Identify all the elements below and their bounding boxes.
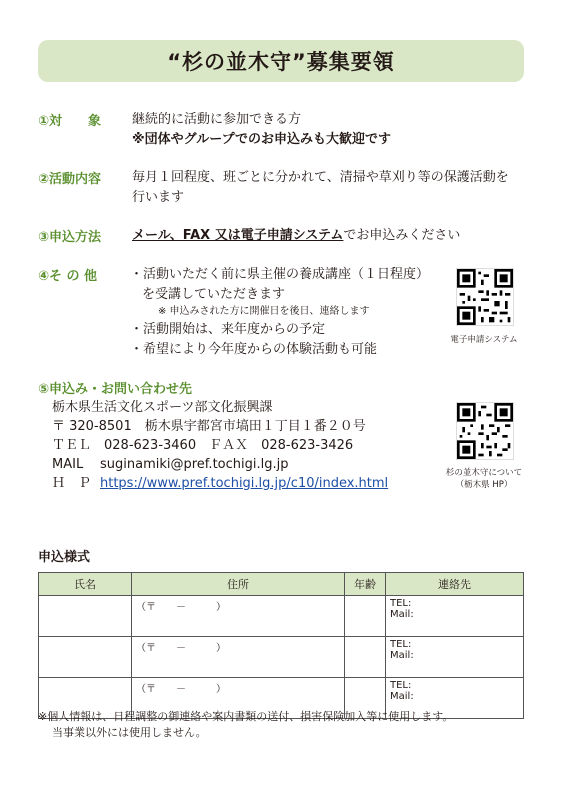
tel-field: TEL: [390, 639, 412, 650]
contact-hp-label: Ｈ Ｐ [52, 476, 92, 491]
age-cell[interactable] [345, 596, 386, 637]
qr-code-graphic [457, 403, 513, 459]
name-cell[interactable] [39, 596, 132, 637]
tel-field: TEL: [390, 680, 412, 691]
contact-cell[interactable] [386, 637, 524, 678]
qr-code-graphic [457, 269, 513, 325]
target-label: ①対 象 [38, 114, 102, 129]
contact-dept: 栃木県生活文化スポーツ部文化振興課 [52, 400, 273, 415]
form-heading: 申込様式 [38, 550, 91, 565]
postal-code-field: （〒 － ） [136, 684, 226, 695]
method-rest: でお申込みください [343, 228, 461, 243]
page-title: “杉の並木守”募集要領 [167, 50, 395, 74]
qr-caption-hp [440, 467, 528, 491]
form-row [39, 637, 524, 678]
address-cell[interactable] [132, 637, 345, 678]
contact-mail-label: MAIL [52, 457, 84, 472]
other-bullet1-note: ※ 申込みされた方に開催日を後日、連絡します [158, 306, 370, 317]
col-header-contact: 連絡先 [386, 573, 524, 596]
activity-line1: 毎月１回程度、班ごとに分かれて、清掃や草刈り等の保護活動を [132, 170, 509, 185]
postal-code-field: （〒 － ） [136, 643, 226, 654]
other-bullet3: ・希望により今年度からの体験活動も可能 [130, 342, 378, 357]
other-label: ④そ の 他 [38, 269, 98, 284]
mail-field: Mail: [390, 650, 414, 661]
qr-caption-hp-line1: 杉の並木守について [445, 468, 523, 478]
col-header-age: 年齢 [345, 573, 386, 596]
other-bullet1a: ・活動いただく前に県主催の養成講座（１日程度） [130, 267, 430, 282]
qr-caption-hp-line2: （栃木県 HP） [455, 480, 513, 490]
method-text [132, 226, 460, 246]
other-bullet2: ・活動開始は、来年度からの予定 [130, 322, 326, 337]
contact-cell[interactable] [386, 596, 524, 637]
tel-field: TEL: [390, 598, 412, 609]
form-row [39, 596, 524, 637]
col-header-address: 住所 [132, 573, 345, 596]
method-underlined: メール、FAX 又は電子申請システム [132, 228, 344, 243]
application-form-table [38, 572, 524, 719]
target-line2: ※団体やグループでのお申込みも大歓迎です [132, 132, 391, 147]
qr-code-hp[interactable] [456, 402, 514, 460]
age-cell[interactable] [345, 637, 386, 678]
contact-hp-link[interactable]: https://www.pref.tochigi.lg.jp/c10/index.html [100, 476, 389, 491]
col-header-name: 氏名 [39, 573, 132, 596]
activity-line2: 行います [132, 190, 185, 205]
privacy-note-2: 当事業以外には使用しません。 [52, 726, 207, 739]
method-label: ③申込方法 [38, 230, 102, 245]
activity-label: ②活動内容 [38, 172, 102, 187]
name-cell[interactable] [39, 637, 132, 678]
contact-mail[interactable]: suginamiki@pref.tochigi.lg.jp [100, 457, 289, 472]
privacy-note-1: ※個人情報は、日程調整の御連絡や案内書類の送付、損害保険加入等に使用します。 [38, 710, 454, 723]
contact-tel-fax: ＴＥＬ 028-623-3460 ＦＡＸ 028-623-3426 [52, 438, 354, 453]
mail-field: Mail: [390, 609, 414, 620]
target-line1: 継続的に活動に参加できる方 [132, 112, 302, 127]
qr-code-e-application[interactable] [456, 268, 514, 326]
mail-field: Mail: [390, 691, 414, 702]
address-cell[interactable] [132, 596, 345, 637]
postal-code-field: （〒 － ） [136, 602, 226, 613]
title-banner [38, 40, 524, 82]
other-bullet1b: を受講していただきます [142, 287, 286, 302]
qr-caption-e-application: 電子申請システム [450, 335, 518, 345]
contact-label: ⑤申込み・お問い合わせ先 [38, 382, 193, 397]
contact-address: 〒 320-8501 栃木県宇都宮市塙田１丁目１番２０号 [52, 419, 366, 434]
